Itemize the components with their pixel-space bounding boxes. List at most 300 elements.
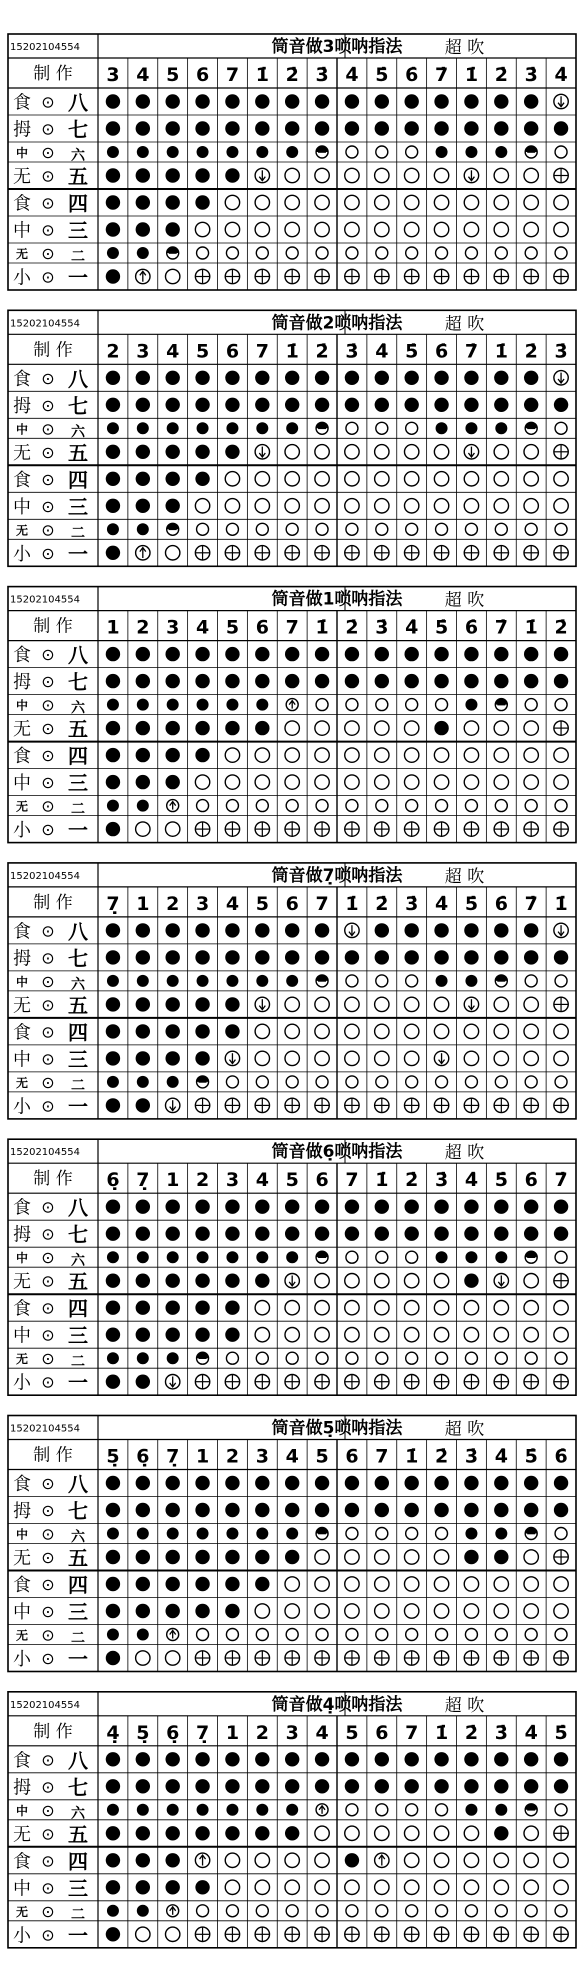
finger-label: 食 bbox=[13, 92, 31, 114]
fingering-hole bbox=[554, 499, 568, 513]
fingering-hole bbox=[255, 822, 269, 836]
fingering-hole bbox=[376, 1905, 388, 1917]
fingering-hole bbox=[285, 472, 299, 486]
fingering-hole bbox=[464, 1274, 478, 1288]
fingering-hole bbox=[255, 499, 269, 513]
fingering-hole bbox=[195, 1779, 209, 1793]
fingering-hole bbox=[434, 1098, 448, 1112]
fingering-hole bbox=[375, 822, 389, 836]
fingering-hole bbox=[346, 523, 358, 535]
fingering-hole bbox=[555, 1352, 567, 1364]
note-label: 6 bbox=[195, 64, 210, 86]
fingering-hole bbox=[285, 168, 299, 182]
fingering-hole bbox=[464, 1051, 478, 1065]
fingering-hole bbox=[494, 398, 508, 412]
fingering-hole bbox=[165, 997, 179, 1011]
finger-label: 无 bbox=[13, 1271, 31, 1293]
note-label: 4 bbox=[255, 1169, 269, 1192]
note-label: 7̇ bbox=[464, 340, 479, 363]
fingering-hole bbox=[197, 247, 209, 259]
fingering-hole bbox=[225, 168, 239, 182]
fingering-hole bbox=[404, 371, 418, 385]
fingering-hole bbox=[406, 1528, 418, 1540]
fingering-hole bbox=[495, 800, 507, 812]
fingering-hole bbox=[494, 1274, 508, 1288]
fingering-hole bbox=[494, 1227, 508, 1241]
fingering-hole bbox=[226, 800, 238, 812]
fingering-hole bbox=[554, 721, 568, 735]
fingering-hole bbox=[137, 1352, 149, 1364]
hole-number: 一 bbox=[68, 541, 88, 566]
fingering-hole bbox=[285, 371, 299, 385]
note-label: 1̇ bbox=[315, 616, 329, 639]
note-label: 7̣ bbox=[136, 1169, 150, 1192]
hole-symbol: ⊙ bbox=[41, 746, 55, 766]
fingering-chart bbox=[8, 1416, 576, 1672]
fingering-hole bbox=[555, 422, 567, 434]
fingering-hole bbox=[285, 1227, 299, 1241]
fingering-hole bbox=[285, 1274, 299, 1288]
hole-symbol: ⊙ bbox=[41, 1072, 55, 1092]
fingering-hole bbox=[465, 1629, 477, 1641]
fingering-hole bbox=[406, 247, 418, 259]
fingering-hole bbox=[345, 1503, 359, 1517]
fingering-hole bbox=[375, 1826, 389, 1840]
fingering-hole bbox=[165, 94, 179, 108]
fingering-hole bbox=[195, 1476, 209, 1490]
fingering-hole bbox=[195, 546, 209, 560]
note-label: 5 bbox=[285, 1169, 299, 1192]
finger-label: 无 bbox=[15, 523, 29, 538]
fingering-hole bbox=[376, 146, 388, 158]
fingering-hole bbox=[494, 748, 508, 762]
note-label: 6 bbox=[225, 340, 240, 363]
fingering-hole bbox=[375, 1024, 389, 1038]
fingering-hole bbox=[165, 1476, 179, 1490]
fingering-hole bbox=[464, 1200, 478, 1214]
fingering-hole bbox=[404, 1651, 418, 1665]
fingering-hole bbox=[345, 445, 359, 459]
fingering-hole bbox=[524, 121, 538, 135]
fingering-hole bbox=[195, 222, 209, 236]
hole-number: 八 bbox=[68, 1472, 88, 1496]
finger-label: 无 bbox=[13, 442, 31, 464]
note-label: 3̇ bbox=[494, 1721, 508, 1744]
fingering-hole bbox=[256, 523, 268, 535]
hole-symbol: ⊙ bbox=[41, 719, 55, 739]
note-label: 6 bbox=[255, 616, 269, 639]
fingering-hole bbox=[436, 1352, 448, 1364]
fingering-hole bbox=[225, 1227, 239, 1241]
hole-symbol: ⊙ bbox=[41, 496, 55, 516]
fingering-hole bbox=[554, 1779, 568, 1793]
fingering-hole bbox=[226, 523, 238, 535]
overblow-label: 超 吹 bbox=[444, 38, 485, 58]
fingering-hole bbox=[137, 247, 149, 259]
fingering-hole bbox=[286, 1629, 298, 1641]
hole-symbol: ⊙ bbox=[41, 1777, 55, 1797]
fingering-hole bbox=[434, 121, 448, 135]
fingering-hole bbox=[255, 546, 269, 560]
fingering-hole bbox=[376, 699, 388, 711]
fingering-hole bbox=[165, 398, 179, 412]
fingering-hole bbox=[465, 1352, 477, 1364]
fingering-hole bbox=[464, 822, 478, 836]
hole-symbol: ⊙ bbox=[41, 1575, 55, 1594]
note-label: 1 bbox=[166, 1169, 180, 1192]
hole-number: 一 bbox=[68, 1647, 88, 1671]
fingering-hole bbox=[137, 1804, 149, 1816]
fingering-hole bbox=[255, 1375, 269, 1389]
fingering-hole bbox=[464, 1476, 478, 1490]
fingering-hole bbox=[404, 1604, 418, 1618]
hole-number: 四 bbox=[68, 191, 88, 216]
hole-symbol: ⊙ bbox=[41, 1625, 55, 1645]
fingering-hole bbox=[524, 195, 538, 209]
fingering-hole bbox=[255, 721, 269, 735]
fingering-hole bbox=[255, 168, 269, 182]
fingering-hole bbox=[494, 950, 508, 964]
fingering-hole bbox=[167, 1251, 179, 1263]
fingering-hole bbox=[106, 822, 120, 836]
fingering-hole bbox=[434, 1826, 448, 1840]
fingering-hole bbox=[226, 1251, 238, 1263]
fingering-hole bbox=[165, 121, 179, 135]
fingering-hole bbox=[195, 195, 209, 209]
fingering-hole bbox=[495, 1629, 507, 1641]
fingering-hole bbox=[345, 94, 359, 108]
fingering-hole bbox=[345, 1651, 359, 1665]
fingering-hole bbox=[495, 422, 507, 434]
fingering-hole bbox=[406, 699, 418, 711]
fingering-hole bbox=[555, 523, 567, 535]
fingering-hole bbox=[345, 1200, 359, 1214]
fingering-hole bbox=[136, 168, 150, 182]
fingering-hole bbox=[107, 1905, 119, 1917]
fingering-hole bbox=[285, 499, 299, 513]
fingering-hole bbox=[436, 800, 448, 812]
fingering-hole bbox=[225, 1577, 239, 1591]
hole-symbol: ⊙ bbox=[41, 1372, 55, 1392]
fingering-hole bbox=[195, 822, 209, 836]
fingering-hole bbox=[195, 1051, 209, 1065]
fingering-hole bbox=[554, 472, 568, 486]
fingering-hole bbox=[197, 1804, 209, 1816]
fingering-hole bbox=[315, 775, 329, 789]
fingering-hole bbox=[165, 647, 179, 661]
fingering-hole bbox=[136, 1227, 150, 1241]
finger-label: 小 bbox=[13, 820, 31, 842]
fingering-hole bbox=[494, 121, 508, 135]
fingering-hole bbox=[434, 1328, 448, 1342]
fingering-hole bbox=[434, 1779, 448, 1793]
fingering-hole bbox=[494, 195, 508, 209]
fingering-hole bbox=[167, 146, 179, 158]
fingering-hole bbox=[555, 800, 567, 812]
fingering-hole bbox=[165, 1779, 179, 1793]
fingering-hole bbox=[255, 1476, 269, 1490]
fingering-hole bbox=[225, 1328, 239, 1342]
fingering-hole bbox=[494, 721, 508, 735]
fingering-hole bbox=[524, 997, 538, 1011]
fingering-hole bbox=[285, 546, 299, 560]
fingering-hole bbox=[436, 975, 448, 987]
fingering-hole bbox=[167, 1076, 179, 1088]
fingering-hole bbox=[464, 1927, 478, 1941]
fingering-hole bbox=[106, 748, 120, 762]
fingering-hole bbox=[195, 445, 209, 459]
fingering-hole bbox=[494, 445, 508, 459]
fingering-hole bbox=[255, 1927, 269, 1941]
fingering-hole bbox=[315, 1024, 329, 1038]
fingering-hole bbox=[524, 269, 538, 283]
fingering-hole bbox=[404, 1577, 418, 1591]
fingering-hole bbox=[315, 748, 329, 762]
fingering-hole bbox=[316, 247, 328, 259]
fingering-hole bbox=[315, 168, 329, 182]
fingering-hole bbox=[554, 546, 568, 560]
fingering-hole bbox=[345, 1375, 359, 1389]
fingering-hole bbox=[107, 1251, 119, 1263]
fingering-hole bbox=[434, 1853, 448, 1867]
fingering-hole bbox=[285, 822, 299, 836]
fingering-hole bbox=[197, 975, 209, 987]
fingering-hole bbox=[106, 1577, 120, 1591]
fingering-hole bbox=[375, 1301, 389, 1315]
note-label: 1̇ bbox=[255, 64, 269, 86]
fingering-hole bbox=[345, 1098, 359, 1112]
fingering-hole bbox=[106, 1853, 120, 1867]
fingering-hole bbox=[464, 499, 478, 513]
fingering-hole bbox=[345, 472, 359, 486]
finger-label: 食 bbox=[13, 193, 31, 215]
fingering-hole bbox=[375, 121, 389, 135]
fingering-hole bbox=[494, 1098, 508, 1112]
note-label: 5̣ bbox=[136, 1721, 150, 1744]
fingering-hole bbox=[375, 721, 389, 735]
note-label: 1̇ bbox=[375, 1169, 389, 1192]
fingering-hole bbox=[255, 371, 269, 385]
fingering-hole bbox=[404, 1752, 418, 1766]
hole-symbol: ⊙ bbox=[41, 442, 55, 462]
fingering-hole bbox=[197, 699, 209, 711]
fingering-hole bbox=[136, 1853, 150, 1867]
fingering-hole bbox=[106, 371, 120, 385]
fingering-hole bbox=[434, 1301, 448, 1315]
fingering-hole bbox=[256, 247, 268, 259]
fingering-hole bbox=[345, 1024, 359, 1038]
finger-label: 无 bbox=[13, 1548, 31, 1569]
hole-symbol: ⊙ bbox=[41, 1049, 55, 1069]
fingering-hole bbox=[345, 1301, 359, 1315]
hole-number: 七 bbox=[68, 393, 88, 418]
fingering-hole bbox=[464, 1301, 478, 1315]
fingering-hole bbox=[375, 1476, 389, 1490]
fingering-hole bbox=[225, 1651, 239, 1665]
fingering-hole bbox=[136, 499, 150, 513]
fingering-hole bbox=[137, 975, 149, 987]
fingering-hole bbox=[255, 1577, 269, 1591]
fingering-hole bbox=[165, 222, 179, 236]
fingering-hole bbox=[137, 523, 149, 535]
note-label: 5 bbox=[315, 1445, 329, 1468]
fingering-hole bbox=[345, 121, 359, 135]
fingering-hole bbox=[315, 1880, 329, 1894]
note-label: 5 bbox=[255, 892, 269, 915]
fingering-hole bbox=[195, 1651, 209, 1665]
fingering-hole bbox=[406, 975, 418, 987]
note-label: 1 bbox=[106, 616, 120, 639]
fingering-hole bbox=[375, 371, 389, 385]
fingering-hole bbox=[495, 699, 507, 711]
fingering-hole bbox=[345, 1328, 359, 1342]
fingering-hole bbox=[465, 975, 477, 987]
hole-symbol: ⊙ bbox=[41, 1349, 55, 1369]
fingering-hole bbox=[136, 997, 150, 1011]
hole-number: 三 bbox=[68, 1600, 88, 1624]
note-label: 5̣ bbox=[106, 1445, 120, 1468]
fingering-hole bbox=[106, 647, 120, 661]
fingering-hole bbox=[285, 1752, 299, 1766]
fingering-hole bbox=[255, 1024, 269, 1038]
finger-label: 中 bbox=[15, 146, 29, 160]
fingering-hole bbox=[256, 800, 268, 812]
note-label: 3 bbox=[136, 340, 150, 363]
fingering-hole bbox=[315, 1227, 329, 1241]
fingering-hole bbox=[285, 1024, 299, 1038]
fingering-hole bbox=[285, 775, 299, 789]
fingering-hole bbox=[434, 1227, 448, 1241]
fingering-hole bbox=[464, 398, 478, 412]
fingering-hole bbox=[464, 1375, 478, 1389]
fingering-hole bbox=[375, 950, 389, 964]
fingering-hole bbox=[226, 975, 238, 987]
note-label: 4 bbox=[285, 1445, 299, 1468]
fingering-hole bbox=[404, 1024, 418, 1038]
fingering-hole bbox=[107, 146, 119, 158]
fingering-hole bbox=[346, 1905, 358, 1917]
hole-number: 三 bbox=[68, 218, 88, 243]
fingering-hole bbox=[256, 1629, 268, 1641]
fingering-hole bbox=[464, 371, 478, 385]
fingering-hole bbox=[106, 1604, 120, 1618]
hole-number: 六 bbox=[71, 1805, 85, 1822]
fingering-hole bbox=[375, 1098, 389, 1112]
fingering-hole bbox=[106, 1328, 120, 1342]
fingering-hole bbox=[346, 422, 358, 434]
fingering-hole bbox=[285, 1577, 299, 1591]
hole-symbol: ⊙ bbox=[41, 1474, 55, 1493]
note-label: 7 bbox=[315, 892, 329, 915]
fingering-hole bbox=[286, 1076, 298, 1088]
fingering-hole bbox=[315, 398, 329, 412]
fingering-hole bbox=[225, 923, 239, 937]
note-label: 3̇ bbox=[345, 340, 359, 363]
fingering-hole bbox=[555, 1629, 567, 1641]
fingering-hole bbox=[345, 1227, 359, 1241]
maker-label: 制 作 bbox=[33, 892, 73, 913]
fingering-hole bbox=[286, 1905, 298, 1917]
fingering-hole bbox=[165, 1375, 179, 1389]
fingering-hole bbox=[106, 1375, 120, 1389]
fingering-hole bbox=[554, 923, 568, 937]
fingering-hole bbox=[346, 800, 358, 812]
fingering-hole bbox=[256, 1076, 268, 1088]
fingering-hole bbox=[195, 1880, 209, 1894]
finger-label: 食 bbox=[13, 645, 31, 667]
fingering-hole bbox=[375, 1853, 389, 1867]
phone-number: 15202104554 bbox=[10, 1147, 80, 1159]
note-label: 5̇ bbox=[554, 1721, 568, 1744]
fingering-hole bbox=[434, 748, 448, 762]
hole-symbol: ⊙ bbox=[41, 143, 55, 162]
fingering-hole bbox=[465, 1804, 477, 1816]
hole-number: 五 bbox=[68, 1822, 88, 1847]
fingering-hole bbox=[345, 1779, 359, 1793]
fingering-hole bbox=[315, 94, 329, 108]
fingering-hole bbox=[165, 775, 179, 789]
fingering-hole bbox=[555, 146, 567, 158]
note-label: 7 bbox=[345, 1169, 359, 1192]
fingering-hole bbox=[255, 1301, 269, 1315]
fingering-hole bbox=[285, 674, 299, 688]
fingering-hole bbox=[225, 1826, 239, 1840]
fingering-hole bbox=[167, 1629, 179, 1641]
fingering-hole bbox=[255, 1200, 269, 1214]
fingering-hole bbox=[136, 822, 150, 836]
fingering-hole bbox=[195, 1301, 209, 1315]
hole-symbol: ⊙ bbox=[41, 1800, 55, 1820]
fingering-hole bbox=[315, 546, 329, 560]
fingering-hole bbox=[465, 422, 477, 434]
fingering-hole bbox=[375, 1880, 389, 1894]
fingering-hole bbox=[136, 121, 150, 135]
fingering-hole bbox=[465, 1528, 477, 1540]
fingering-hole bbox=[345, 222, 359, 236]
fingering-hole bbox=[165, 1651, 179, 1665]
fingering-hole bbox=[286, 800, 298, 812]
fingering-hole bbox=[404, 222, 418, 236]
fingering-hole bbox=[197, 1629, 209, 1641]
hole-symbol: ⊙ bbox=[41, 948, 55, 968]
fingering-hole bbox=[345, 997, 359, 1011]
fingering-hole bbox=[404, 269, 418, 283]
overblow-label: 超 吹 bbox=[444, 1419, 485, 1440]
fingering-hole bbox=[375, 647, 389, 661]
fingering-chart bbox=[8, 34, 576, 290]
fingering-hole bbox=[195, 269, 209, 283]
chart-title: 筒音做6̣唢呐指法 bbox=[271, 1142, 403, 1163]
fingering-hole bbox=[494, 997, 508, 1011]
fingering-hole bbox=[256, 1251, 268, 1263]
fingering-hole bbox=[434, 1880, 448, 1894]
maker-label: 制 作 bbox=[33, 1445, 73, 1466]
fingering-hole bbox=[434, 168, 448, 182]
fingering-hole bbox=[255, 472, 269, 486]
fingering-hole bbox=[256, 422, 268, 434]
fingering-hole bbox=[256, 1528, 268, 1540]
fingering-hole bbox=[225, 1880, 239, 1894]
hole-number: 三 bbox=[68, 1876, 88, 1901]
fingering-hole bbox=[136, 1274, 150, 1288]
fingering-hole bbox=[434, 1927, 448, 1941]
fingering-hole bbox=[197, 422, 209, 434]
note-label: 6̇ bbox=[494, 892, 508, 915]
note-label: 2 bbox=[225, 1445, 240, 1468]
finger-label: 食 bbox=[13, 1750, 31, 1772]
fingering-hole bbox=[316, 146, 328, 158]
fingering-hole bbox=[136, 269, 150, 283]
